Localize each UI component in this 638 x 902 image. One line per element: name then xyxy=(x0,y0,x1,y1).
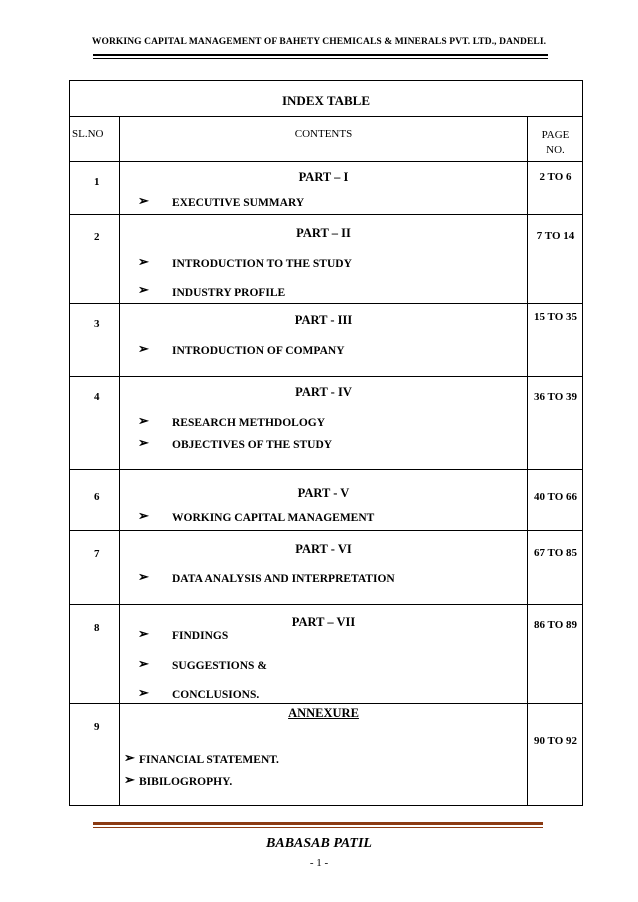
table-divider xyxy=(69,214,583,215)
row-part-title: PART - IV xyxy=(295,385,352,399)
arrowhead-bullet-icon: ➢ xyxy=(138,569,149,584)
row-page-range: 15 TO 35 xyxy=(534,311,577,323)
arrowhead-bullet-icon: ➢ xyxy=(138,341,149,356)
row-part-title: PART – VII xyxy=(291,615,356,629)
row-part-title: PART - VI xyxy=(295,542,352,556)
arrowhead-bullet-icon: ➢ xyxy=(138,282,149,297)
row-item: INDUSTRY PROFILE xyxy=(172,287,286,299)
row-sl-number: 2 xyxy=(94,231,100,243)
arrowhead-bullet-icon: ➢ xyxy=(138,656,149,671)
column-header-contents: CONTENTS xyxy=(294,128,353,140)
row-page-range: 90 TO 92 xyxy=(534,735,577,747)
row-sl-number: 3 xyxy=(94,318,100,330)
row-page-range: 2 TO 6 xyxy=(539,171,572,183)
row-sl-number: 1 xyxy=(94,176,100,188)
row-item: DATA ANALYSIS AND INTERPRETATION xyxy=(172,573,395,585)
row-sl-number: 7 xyxy=(94,548,100,560)
row-item: EXECUTIVE SUMMARY xyxy=(172,197,305,209)
row-part-title: ANNEXURE xyxy=(288,706,359,720)
row-item: BIBILOGROPHY. xyxy=(139,776,233,788)
table-title: INDEX TABLE xyxy=(281,93,371,108)
header-rule-thin xyxy=(93,58,548,59)
row-item: FINDINGS xyxy=(172,630,229,642)
arrowhead-bullet-icon: ➢ xyxy=(138,685,149,700)
table-divider xyxy=(69,376,583,377)
arrowhead-bullet-icon: ➢ xyxy=(124,750,135,765)
row-sl-number: 4 xyxy=(94,391,100,403)
row-part-title: PART – II xyxy=(296,226,351,240)
footer-rule-thin xyxy=(93,827,543,828)
row-item: RESEARCH METHDOLOGY xyxy=(172,417,326,429)
table-divider xyxy=(69,303,583,304)
arrowhead-bullet-icon: ➢ xyxy=(124,772,135,787)
row-item: FINANCIAL STATEMENT. xyxy=(139,754,279,766)
page-number: - 1 - xyxy=(309,857,329,869)
arrowhead-bullet-icon: ➢ xyxy=(138,254,149,269)
arrowhead-bullet-icon: ➢ xyxy=(138,413,149,428)
table-divider xyxy=(69,116,583,117)
arrowhead-bullet-icon: ➢ xyxy=(138,435,149,450)
column-header-page-line2: NO. xyxy=(546,144,565,156)
table-divider xyxy=(69,161,583,162)
table-divider xyxy=(69,604,583,605)
row-item: INTRODUCTION OF COMPANY xyxy=(172,345,345,357)
footer-author: BABASAB PATIL xyxy=(266,836,372,851)
column-header-page-line1: PAGE xyxy=(541,129,570,141)
row-sl-number: 6 xyxy=(94,491,100,503)
column-divider xyxy=(119,116,120,806)
row-item: INTRODUCTION TO THE STUDY xyxy=(172,258,352,270)
document-header: WORKING CAPITAL MANAGEMENT OF BAHETY CHEMICALS & MINERALS PVT. LTD., DANDELI. xyxy=(91,37,547,47)
row-page-range: 86 TO 89 xyxy=(534,619,577,631)
table-divider xyxy=(69,469,583,470)
footer-rule xyxy=(93,822,543,825)
row-sl-number: 9 xyxy=(94,721,100,733)
row-item: OBJECTIVES OF THE STUDY xyxy=(172,439,333,451)
column-header-sl: SL.NO xyxy=(72,128,104,140)
arrowhead-bullet-icon: ➢ xyxy=(138,508,149,523)
row-part-title: PART - V xyxy=(297,486,350,500)
row-item: WORKING CAPITAL MANAGEMENT xyxy=(172,512,375,524)
row-item: SUGGESTIONS & xyxy=(172,660,267,672)
arrowhead-bullet-icon: ➢ xyxy=(138,193,149,208)
row-page-range: 7 TO 14 xyxy=(536,230,575,242)
row-page-range: 40 TO 66 xyxy=(534,491,577,503)
row-page-range: 67 TO 85 xyxy=(534,547,577,559)
header-rule xyxy=(93,54,548,56)
table-divider xyxy=(69,703,583,704)
column-divider xyxy=(527,116,528,806)
arrowhead-bullet-icon: ➢ xyxy=(138,626,149,641)
row-part-title: PART - III xyxy=(294,313,353,327)
row-page-range: 36 TO 39 xyxy=(534,391,577,403)
row-sl-number: 8 xyxy=(94,622,100,634)
table-divider xyxy=(69,530,583,531)
row-item: CONCLUSIONS. xyxy=(172,689,260,701)
row-part-title: PART – I xyxy=(298,170,349,184)
